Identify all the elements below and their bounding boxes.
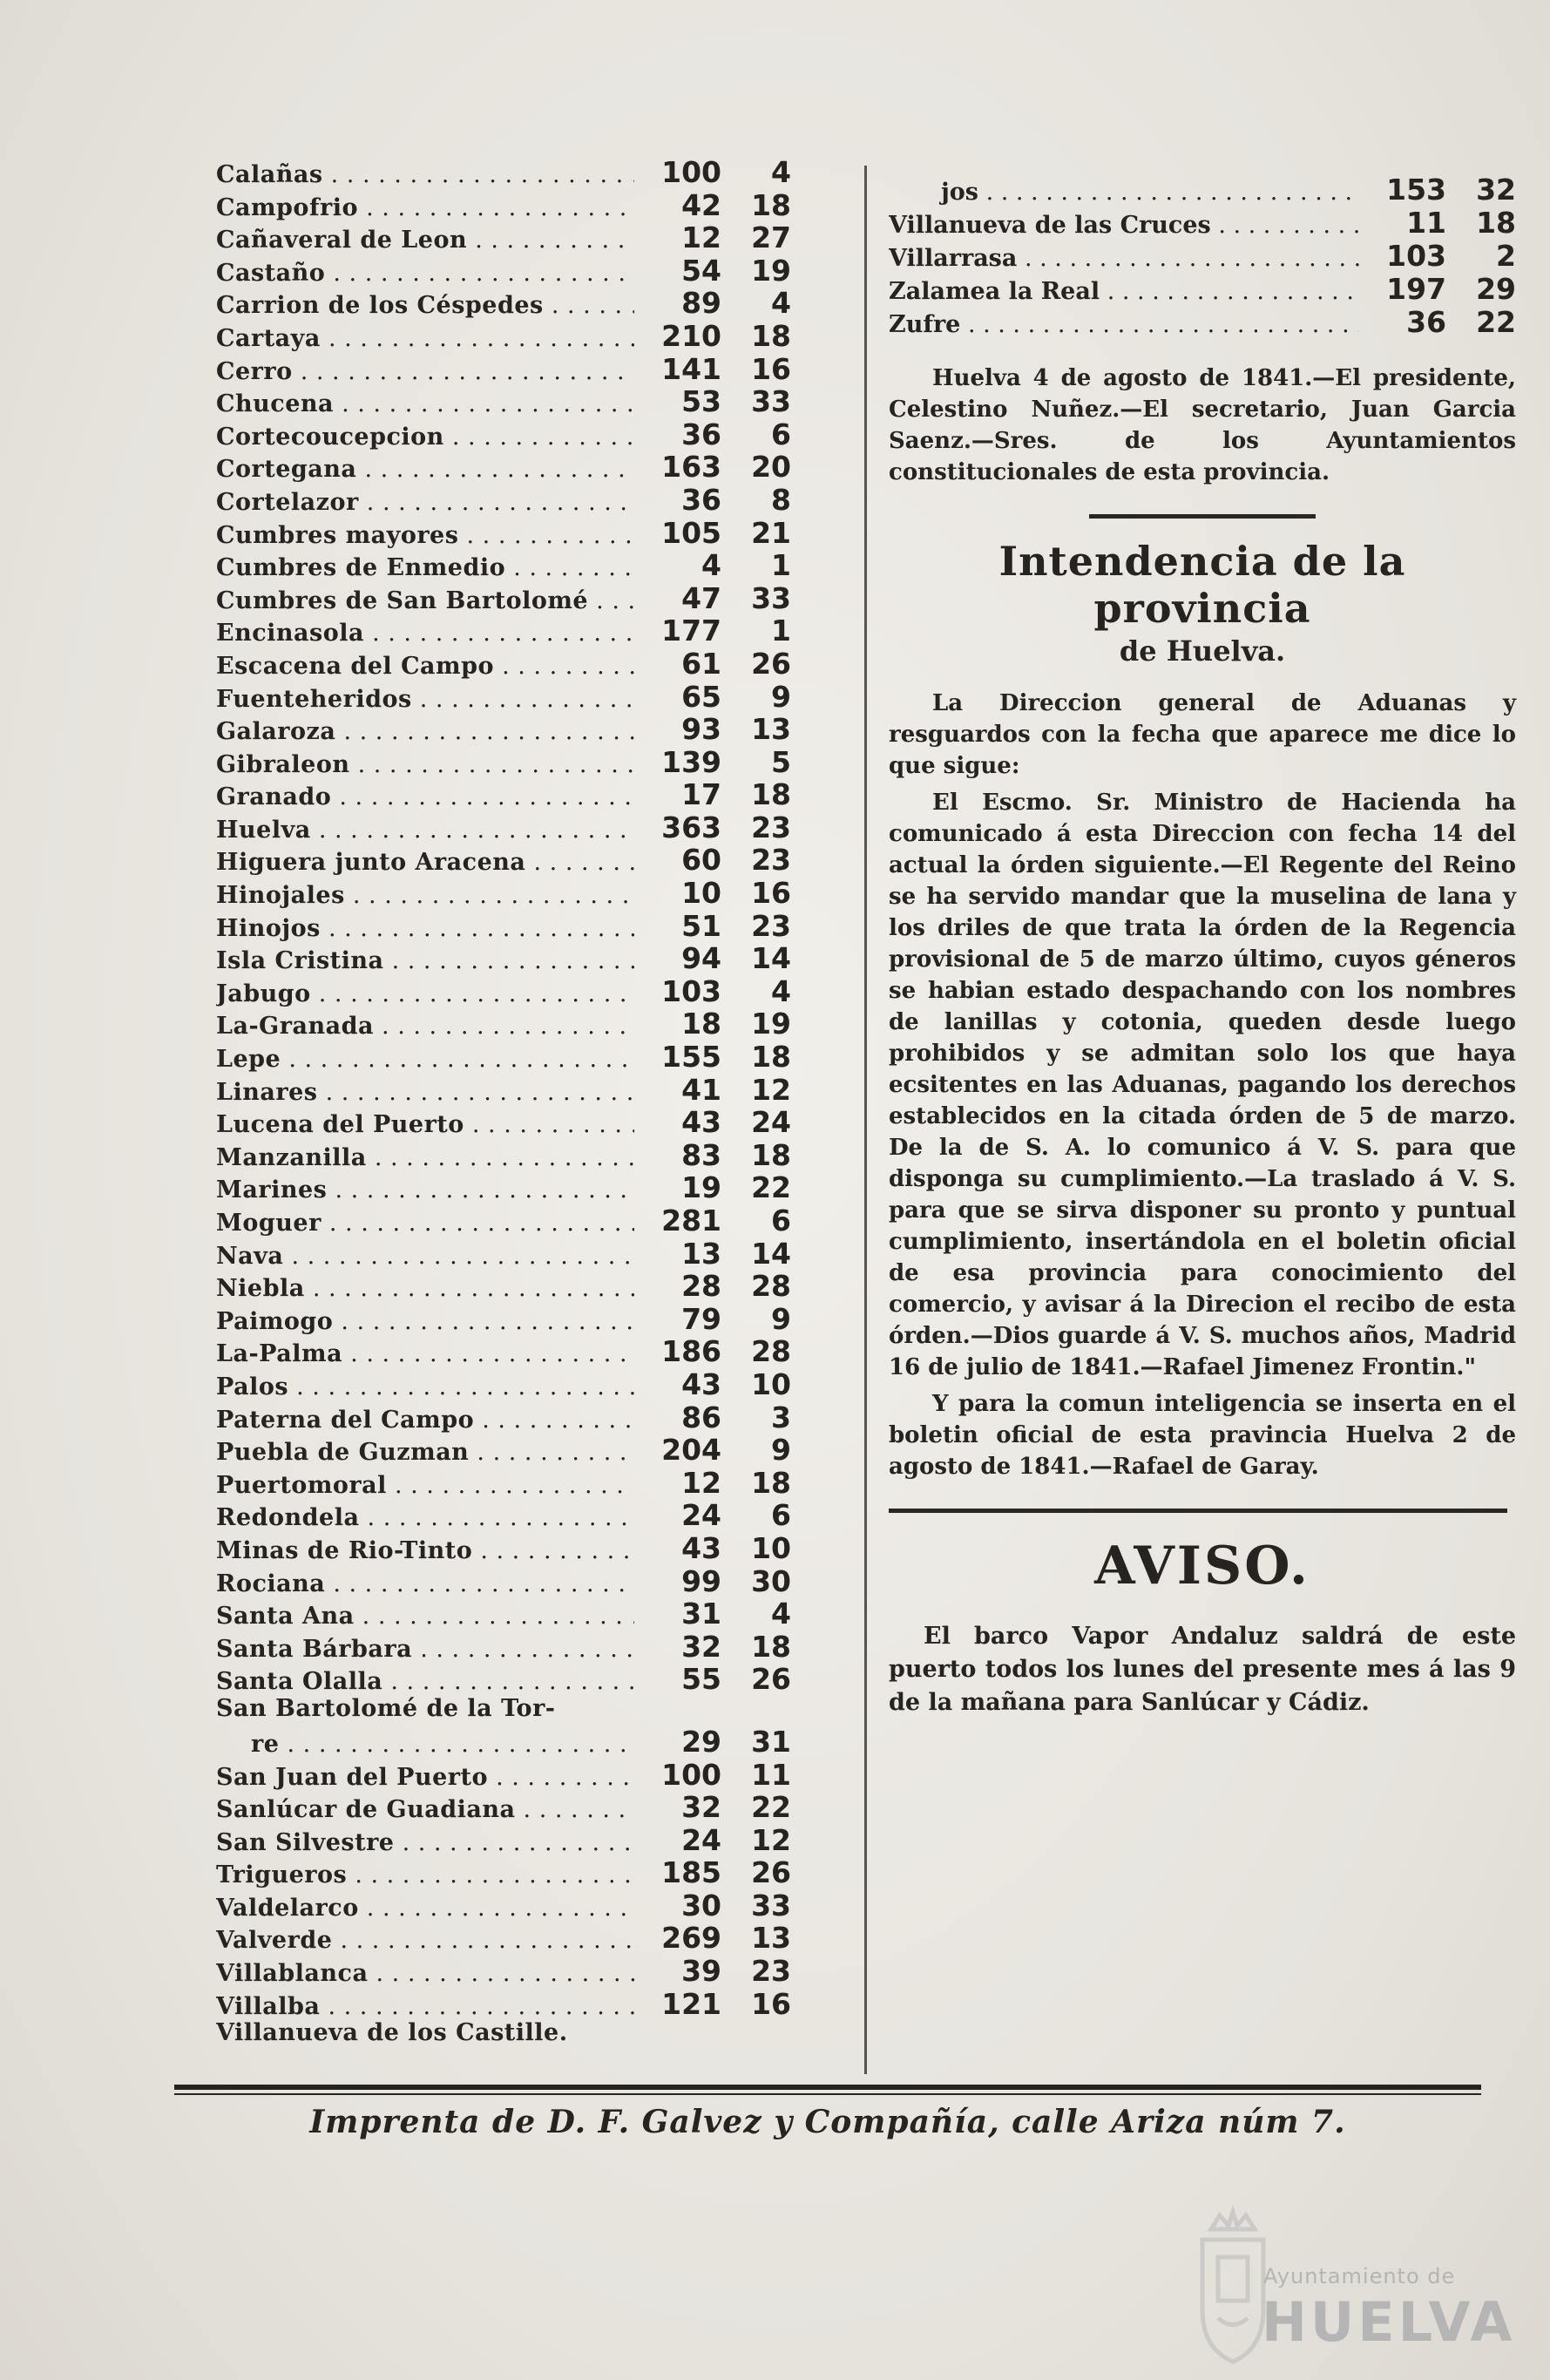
table-row xyxy=(216,680,791,713)
municipality-name: Cortelazor . . . xyxy=(216,489,634,516)
value-primary: 61 xyxy=(681,646,721,681)
municipality-name: Puertomoral . . . xyxy=(216,1472,634,1499)
body-paragraph-2: El Escmo. Sr. Ministro de Hacienda ha comunicado á esta Direccion con fecha 14 del actual la órden siguiente.—El Regente del Reino se ha servido mandar que la muselina de lana y los driles de que trata la órden de la Regencia provisional de 5 de marzo último, cuyos géneros se habian estado despachando con los nombres de lanillas y cotonia, queden desde luego prohibidos y se admitan solo los que haya ecsitentes en las Aduanas, pagando los derechos establecidos en la citada órden de 5 de marzo. De la de S. A. lo comunico á V. S. para que disponga su cumplimiento.—La traslado á V. S. para que se sirva disponer su pronto y puntual cumplimiento, insertándola en el boletin oficial de esa provincia para conocimiento del comercio, y avisar á la Direcion el recibo de esta órden.—Dios guarde á V. S. muchos años, Madrid 16 de julio de 1841.—Rafael Jimenez Frontin." xyxy=(889,790,1516,1380)
value-primary: 32 xyxy=(681,1790,721,1825)
value-primary: 185 xyxy=(661,1855,721,1890)
value-primary: 28 xyxy=(681,1269,721,1304)
signature-paragraph: Huelva 4 de agosto de 1841.—El presidente, Celestino Nuñez.—El secretario, Juan Garcia Saenz.—Sres. de los Ayuntamientos constitucionales de esta provincia. xyxy=(889,365,1516,485)
value-secondary: 22 xyxy=(751,1170,791,1205)
value-primary: 89 xyxy=(681,286,721,321)
value-primary: 103 xyxy=(661,973,721,1008)
value-primary: 51 xyxy=(681,908,721,943)
municipality-name: Moguer . . . xyxy=(216,1210,634,1237)
value-primary: 47 xyxy=(681,580,721,615)
value-primary: 36 xyxy=(681,482,721,517)
value-secondary: 13 xyxy=(751,1921,791,1956)
value-primary: 269 xyxy=(661,1921,721,1956)
municipality-name: Niebla . . . xyxy=(216,1275,634,1302)
table-row xyxy=(216,1564,791,1597)
value-primary: 141 xyxy=(661,351,721,386)
table-row xyxy=(216,483,791,516)
value-secondary: 16 xyxy=(751,876,791,911)
municipality-name: Manzanilla . . . xyxy=(216,1144,634,1171)
municipality-name: Paimogo . . . xyxy=(216,1308,634,1335)
watermark-line-2: HUELVA xyxy=(1262,2290,1516,2354)
value-secondary: 1 xyxy=(771,614,791,648)
table-row xyxy=(216,712,791,745)
value-primary: 163 xyxy=(661,450,721,485)
table-row xyxy=(216,876,791,909)
right-column xyxy=(889,173,1516,1743)
value-secondary: 23 xyxy=(751,843,791,878)
municipality-name: Gibraleon . . . xyxy=(216,751,634,778)
value-secondary: 6 xyxy=(771,417,791,451)
municipality-name: Jabugo . . . xyxy=(216,980,634,1007)
value-secondary: 20 xyxy=(751,450,791,485)
value-secondary: 2 xyxy=(1496,239,1516,273)
value-secondary: 18 xyxy=(1476,206,1516,240)
value-primary: 54 xyxy=(681,253,721,288)
value-secondary: 5 xyxy=(771,744,791,779)
table-row xyxy=(216,1466,791,1499)
value-primary: 13 xyxy=(681,1236,721,1271)
table-row xyxy=(216,1855,791,1888)
section-subtitle: de Huelva. xyxy=(1119,634,1286,668)
value-primary: 55 xyxy=(681,1662,721,1697)
municipality-name: Villanueva de las Cruces . . . xyxy=(889,212,1359,239)
municipality-name: Galaroza . . . xyxy=(216,718,634,745)
value-secondary: 16 xyxy=(751,351,791,386)
municipality-name: Sanlúcar de Guadiana . . . xyxy=(216,1796,634,1823)
value-secondary: 28 xyxy=(751,1269,791,1304)
municipality-name: Villanueva de los Castille. xyxy=(216,2019,568,2047)
value-primary: 43 xyxy=(681,1366,721,1401)
value-secondary: 33 xyxy=(751,1888,791,1922)
table-row xyxy=(216,909,791,942)
municipality-name: Zufre . . . xyxy=(889,311,1359,338)
municipality-name: Castaño . . . xyxy=(216,260,634,287)
municipality-name: Lepe . . . xyxy=(216,1046,634,1073)
value-primary: 186 xyxy=(661,1334,721,1369)
table-row xyxy=(216,2019,791,2052)
municipality-name: Cerro . . . xyxy=(216,358,634,385)
value-secondary: 1 xyxy=(771,548,791,583)
value-primary: 281 xyxy=(661,1204,721,1237)
municipality-name: Cumbres de Enmedio . . . xyxy=(216,554,634,581)
table-row xyxy=(216,352,791,385)
value-primary: 65 xyxy=(681,679,721,714)
value-primary: 93 xyxy=(681,712,721,747)
municipality-name: Villalba . . . xyxy=(216,1993,634,2020)
municipality-name: Villablanca . . . xyxy=(216,1960,634,1987)
table-row xyxy=(216,220,791,254)
municipality-name: re . . . xyxy=(216,1731,634,1758)
table-row xyxy=(216,647,791,680)
table-row xyxy=(216,614,791,647)
column-divider xyxy=(864,166,867,2074)
table-row xyxy=(216,777,791,810)
value-secondary: 4 xyxy=(771,1597,791,1631)
value-secondary: 23 xyxy=(751,810,791,844)
value-secondary: 18 xyxy=(751,1629,791,1664)
municipality-name: Chucena . . . xyxy=(216,390,634,417)
value-secondary: 26 xyxy=(751,646,791,681)
municipality-name: San Silvestre . . . xyxy=(216,1829,634,1856)
municipality-name: Marines . . . xyxy=(216,1176,634,1204)
value-primary: 39 xyxy=(681,1954,721,1989)
table-row xyxy=(216,155,791,188)
value-secondary: 21 xyxy=(751,515,791,550)
table-row xyxy=(216,1040,791,1073)
footer-rule xyxy=(174,2085,1481,2090)
municipality-name: San Juan del Puerto . . . xyxy=(216,1764,634,1791)
value-primary: 210 xyxy=(661,318,721,353)
table-row xyxy=(216,1531,791,1564)
municipality-name: La-Granada . . . xyxy=(216,1013,634,1040)
value-secondary: 14 xyxy=(751,941,791,976)
value-primary: 10 xyxy=(681,876,721,911)
value-secondary: 27 xyxy=(751,220,791,255)
value-secondary: 18 xyxy=(751,1040,791,1075)
table-row xyxy=(216,319,791,352)
table-row xyxy=(216,188,791,221)
value-primary: 31 xyxy=(681,1597,721,1631)
value-secondary: 33 xyxy=(751,580,791,615)
municipality-name: Trigueros . . . xyxy=(216,1861,634,1888)
table-row xyxy=(216,1302,791,1335)
municipality-name: Villarrasa . . . xyxy=(889,245,1359,272)
value-primary: 94 xyxy=(681,941,721,976)
value-primary: 30 xyxy=(681,1888,721,1922)
value-primary: 197 xyxy=(1386,272,1446,306)
value-primary: 100 xyxy=(661,1757,721,1792)
value-primary: 19 xyxy=(681,1170,721,1205)
value-primary: 41 xyxy=(681,1072,721,1107)
body-paragraph-1: La Direccion general de Aduanas y resguardos con la fecha que aparece me dice lo que sigue: xyxy=(889,690,1516,779)
value-primary: 32 xyxy=(681,1629,721,1664)
table-row xyxy=(216,974,791,1007)
table-row xyxy=(216,745,791,778)
municipality-name: Escacena del Campo . . . xyxy=(216,653,634,680)
value-primary: 79 xyxy=(681,1301,721,1336)
value-secondary: 30 xyxy=(751,1563,791,1598)
value-primary: 155 xyxy=(661,1040,721,1075)
value-primary: 36 xyxy=(681,417,721,451)
value-primary: 204 xyxy=(661,1433,721,1468)
table-row xyxy=(216,1204,791,1237)
municipality-name: Huelva . . . xyxy=(216,817,634,844)
value-secondary: 8 xyxy=(771,482,791,517)
value-secondary: 19 xyxy=(751,253,791,288)
table-row xyxy=(216,1105,791,1138)
table-row xyxy=(216,1662,791,1695)
value-primary: 36 xyxy=(1406,305,1446,339)
value-primary: 103 xyxy=(1386,239,1446,273)
value-secondary: 3 xyxy=(771,1400,791,1434)
municipality-name: La-Palma . . . xyxy=(216,1340,634,1367)
value-secondary: 18 xyxy=(751,187,791,222)
value-secondary: 26 xyxy=(751,1662,791,1697)
value-secondary: 19 xyxy=(751,1007,791,1041)
value-primary: 153 xyxy=(1386,173,1446,207)
value-primary: 100 xyxy=(661,155,721,189)
table-row xyxy=(216,1630,791,1663)
value-primary: 11 xyxy=(1406,206,1446,240)
value-secondary: 4 xyxy=(771,286,791,321)
table-row xyxy=(889,272,1516,305)
table-row xyxy=(216,1170,791,1204)
municipality-table-left xyxy=(216,155,791,2052)
municipality-name: Campofrio . . . xyxy=(216,194,634,221)
value-secondary: 10 xyxy=(751,1530,791,1565)
value-secondary: 13 xyxy=(751,712,791,747)
value-secondary: 16 xyxy=(751,1986,791,2021)
value-secondary: 22 xyxy=(1476,305,1516,339)
table-row xyxy=(216,417,791,451)
value-secondary: 12 xyxy=(751,1822,791,1857)
value-secondary: 32 xyxy=(1476,173,1516,207)
municipality-name: Zalamea la Real . . . xyxy=(889,278,1359,305)
table-row xyxy=(216,1138,791,1171)
municipality-name: Minas de Rio-Tinto . . . xyxy=(216,1537,634,1564)
section-title: Intendencia de la provincia xyxy=(998,538,1406,632)
table-row xyxy=(216,1725,791,1758)
value-primary: 60 xyxy=(681,843,721,878)
value-secondary: 18 xyxy=(751,318,791,353)
value-secondary: 11 xyxy=(751,1757,791,1792)
value-secondary: 10 xyxy=(751,1366,791,1401)
table-row xyxy=(216,1888,791,1922)
municipality-name: Carrion de los Céspedes . . . xyxy=(216,292,634,319)
value-secondary: 12 xyxy=(751,1072,791,1107)
municipality-name: Puebla de Guzman . . . xyxy=(216,1439,634,1466)
value-primary: 121 xyxy=(661,1986,721,2021)
aviso-divider xyxy=(889,1509,1507,1513)
value-primary: 24 xyxy=(681,1822,721,1857)
footer-rule-thin xyxy=(174,2093,1481,2095)
municipality-name: Cortecoucepcion . . . xyxy=(216,424,634,451)
value-secondary: 29 xyxy=(1476,272,1516,306)
value-primary: 17 xyxy=(681,777,721,812)
municipality-name: Santa Olalla . . . xyxy=(216,1668,634,1695)
municipality-name: Isla Cristina . . . xyxy=(216,947,634,974)
table-row xyxy=(216,1400,791,1434)
value-secondary: 9 xyxy=(771,1433,791,1468)
municipality-name: Granado . . . xyxy=(216,783,634,810)
municipality-name: Higuera junto Aracena . . . xyxy=(216,849,634,876)
table-row xyxy=(889,173,1516,206)
municipality-name: Santa Ana . . . xyxy=(216,1603,634,1630)
table-row xyxy=(216,1073,791,1106)
value-primary: 99 xyxy=(681,1563,721,1598)
value-primary: 139 xyxy=(661,744,721,779)
value-primary: 43 xyxy=(681,1530,721,1565)
printer-imprint: Imprenta de D. F. Galvez y Compañía, calle Ariza núm 7. xyxy=(309,2104,1346,2140)
municipality-name: Valdelarco . . . xyxy=(216,1895,634,1922)
table-row xyxy=(216,548,791,581)
municipality-name: Cañaveral de Leon . . . xyxy=(216,227,634,254)
value-primary: 12 xyxy=(681,220,721,255)
municipality-table-right xyxy=(889,173,1516,338)
value-secondary: 4 xyxy=(771,155,791,189)
value-secondary: 6 xyxy=(771,1498,791,1533)
value-secondary: 14 xyxy=(751,1236,791,1271)
value-secondary: 33 xyxy=(751,384,791,419)
municipality-name: Cumbres mayores . . . xyxy=(216,522,634,549)
municipality-name: Hinojos . . . xyxy=(216,915,634,942)
value-secondary: 24 xyxy=(751,1105,791,1140)
value-primary: 12 xyxy=(681,1465,721,1500)
municipality-name: Linares . . . xyxy=(216,1079,634,1106)
table-row xyxy=(889,239,1516,272)
municipality-name: San Bartolomé de la Tor- xyxy=(216,1694,556,1722)
municipality-name: jos . . . xyxy=(889,179,1359,206)
table-row xyxy=(216,1237,791,1270)
value-primary: 18 xyxy=(681,1007,721,1041)
value-secondary: 18 xyxy=(751,1137,791,1172)
value-primary: 363 xyxy=(661,810,721,844)
aviso-text: El barco Vapor Andaluz saldrá de este puerto todos los lunes del presente mes á las 9 de la mañana para Sanlúcar y Cádiz. xyxy=(889,1623,1516,1716)
municipality-name: Nava . . . xyxy=(216,1243,634,1270)
value-primary: 42 xyxy=(681,187,721,222)
value-secondary: 9 xyxy=(771,1301,791,1336)
value-primary: 53 xyxy=(681,384,721,419)
municipality-name: Palos . . . xyxy=(216,1373,634,1400)
value-secondary: 18 xyxy=(751,777,791,812)
table-row xyxy=(216,1367,791,1400)
municipality-name: Rociana . . . xyxy=(216,1570,634,1597)
table-row xyxy=(216,254,791,287)
value-secondary: 23 xyxy=(751,908,791,943)
municipality-name: Redondela . . . xyxy=(216,1504,634,1531)
section-divider xyxy=(1089,514,1316,519)
municipality-name: Hinojales . . . xyxy=(216,882,634,909)
value-secondary: 22 xyxy=(751,1790,791,1825)
municipality-name: Lucena del Puerto . . . xyxy=(216,1111,634,1138)
municipality-name: Cumbres de San Bartolomé . . . xyxy=(216,587,634,614)
table-row xyxy=(216,1269,791,1302)
value-secondary: 31 xyxy=(751,1724,791,1759)
aviso-title: AVISO. xyxy=(1094,1536,1310,1597)
table-row xyxy=(216,516,791,549)
municipality-name: Cartaya . . . xyxy=(216,325,634,352)
table-row xyxy=(216,1597,791,1630)
value-secondary: 23 xyxy=(751,1954,791,1989)
table-row xyxy=(216,286,791,319)
value-primary: 24 xyxy=(681,1498,721,1533)
table-row xyxy=(216,1758,791,1791)
municipality-name: Paterna del Campo . . . xyxy=(216,1407,634,1434)
value-secondary: 4 xyxy=(771,973,791,1008)
table-row xyxy=(216,1433,791,1466)
table-row xyxy=(216,1695,791,1725)
table-row xyxy=(889,305,1516,338)
value-secondary: 28 xyxy=(751,1334,791,1369)
table-row xyxy=(216,1007,791,1040)
value-primary: 86 xyxy=(681,1400,721,1434)
table-row xyxy=(216,810,791,844)
value-primary: 105 xyxy=(661,515,721,550)
municipality-name: Fuenteheridos . . . xyxy=(216,686,634,713)
watermark-line-1: Ayuntamiento de xyxy=(1263,2264,1456,2288)
table-row xyxy=(216,384,791,417)
value-secondary: 6 xyxy=(771,1204,791,1237)
table-row xyxy=(889,206,1516,239)
table-row xyxy=(216,450,791,483)
body-paragraph-3: Y para la comun inteligencia se inserta en el boletin oficial de esta pravincia Huelva 2 de agosto de 1841.—Rafael de Garay. xyxy=(889,1391,1516,1480)
municipality-name: Encinasola . . . xyxy=(216,620,634,647)
municipality-name: Valverde . . . xyxy=(216,1927,634,1954)
value-secondary: 9 xyxy=(771,679,791,714)
value-secondary: 18 xyxy=(751,1465,791,1500)
table-row xyxy=(216,1987,791,2020)
value-primary: 177 xyxy=(661,614,721,648)
value-primary: 4 xyxy=(701,548,721,583)
value-primary: 83 xyxy=(681,1137,721,1172)
table-row xyxy=(216,843,791,876)
table-row xyxy=(216,1823,791,1856)
table-row xyxy=(216,1921,791,1954)
table-row xyxy=(216,581,791,614)
table-row xyxy=(216,1498,791,1531)
municipality-name: Cortegana . . . xyxy=(216,456,634,483)
municipality-name: Calañas . . . xyxy=(216,161,634,188)
table-row xyxy=(216,1334,791,1367)
municipality-name: Santa Bárbara . . . xyxy=(216,1636,634,1663)
table-row xyxy=(216,941,791,974)
table-row xyxy=(216,1790,791,1823)
value-primary: 43 xyxy=(681,1105,721,1140)
value-primary: 29 xyxy=(681,1724,721,1759)
table-row xyxy=(216,1954,791,1987)
value-secondary: 26 xyxy=(751,1855,791,1890)
